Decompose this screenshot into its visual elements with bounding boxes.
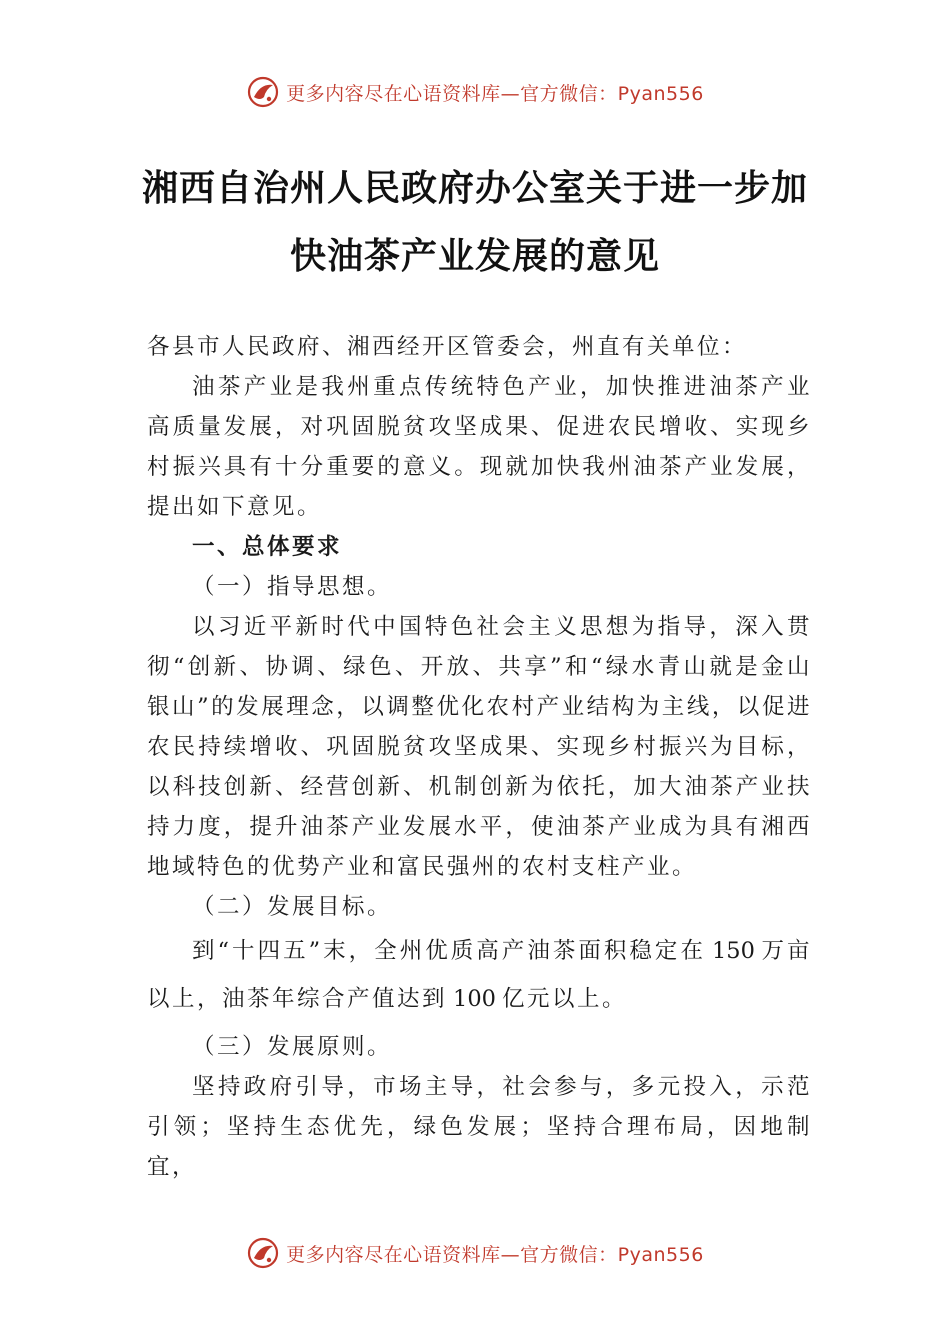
subsection-heading-development-goals: （二）发展目标。 [192,894,393,920]
footer-watermark [0,1233,950,1273]
watermark-wechat-id: Pyan556 [617,1243,704,1266]
watermark-text [286,79,704,106]
watermark-wechat-id: Pyan556 [617,82,704,105]
guiding-ideology-paragraph: 以习近平新时代中国特色社会主义思想为指导，深入贯彻“创新、协调、绿色、开放、共享”和“绿水青山就是金山银山”的发展理念，以调整优化农村产业结构为主线，以促进农民持续增收、巩固脱贫攻坚成果、实现乡村振兴为目标，以科技创新、经营创新、机制创新为依托，加大油茶产业扶持力度，提升油茶产业发展水平，使油茶产业成为具有湘西地域特色的优势产业和富民强州的农村支柱产业。 [147,614,812,880]
section-heading-general-requirements: 一、总体要求 [192,534,343,560]
salutation: 各县市人民政府、湘西经开区管委会，州直有关单位： [147,334,748,360]
brand-logo-icon [246,1236,280,1270]
subsection-heading-development-principles: （三）发展原则。 [192,1034,393,1060]
document-title-line-2: 快油茶产业发展的意见 [289,235,660,277]
goals-text-b: 万亩以上，油茶年综合产值达到 [147,938,812,1012]
goals-text-a: 到“十四五”末，全州优质高产油茶面积稳定在 [192,938,706,964]
watermark-label: 更多内容尽在心语资料库—官方微信： [286,1243,618,1266]
goals-text-c: 亿元以上。 [501,986,627,1012]
goals-area-number: 150 [711,938,755,964]
brand-logo-icon [246,75,280,109]
watermark-label: 更多内容尽在心语资料库—官方微信： [286,82,618,105]
development-goals-paragraph [147,927,812,1023]
watermark-text [286,1240,704,1267]
subsection-heading-guiding-ideology: （一）指导思想。 [192,574,393,600]
goals-output-number: 100 [453,986,496,1012]
document-body [147,327,812,1187]
intro-paragraph: 油茶产业是我州重点传统特色产业，加快推进油茶产业高质量发展，对巩固脱贫攻坚成果、促进农民增收、实现乡村振兴具有十分重要的意义。现就加快我州油茶产业发展， 提出如下意见。 [147,374,812,520]
document-title-line-1: 湘西自治州人民政府办公室关于进一步加 [141,167,808,209]
development-principles-paragraph: 坚持政府引导，市场主导，社会参与，多元投入，示范引领；坚持生态优先，绿色发展；坚持合理布局，因地制宜， [147,1074,812,1180]
header-watermark [0,72,950,112]
